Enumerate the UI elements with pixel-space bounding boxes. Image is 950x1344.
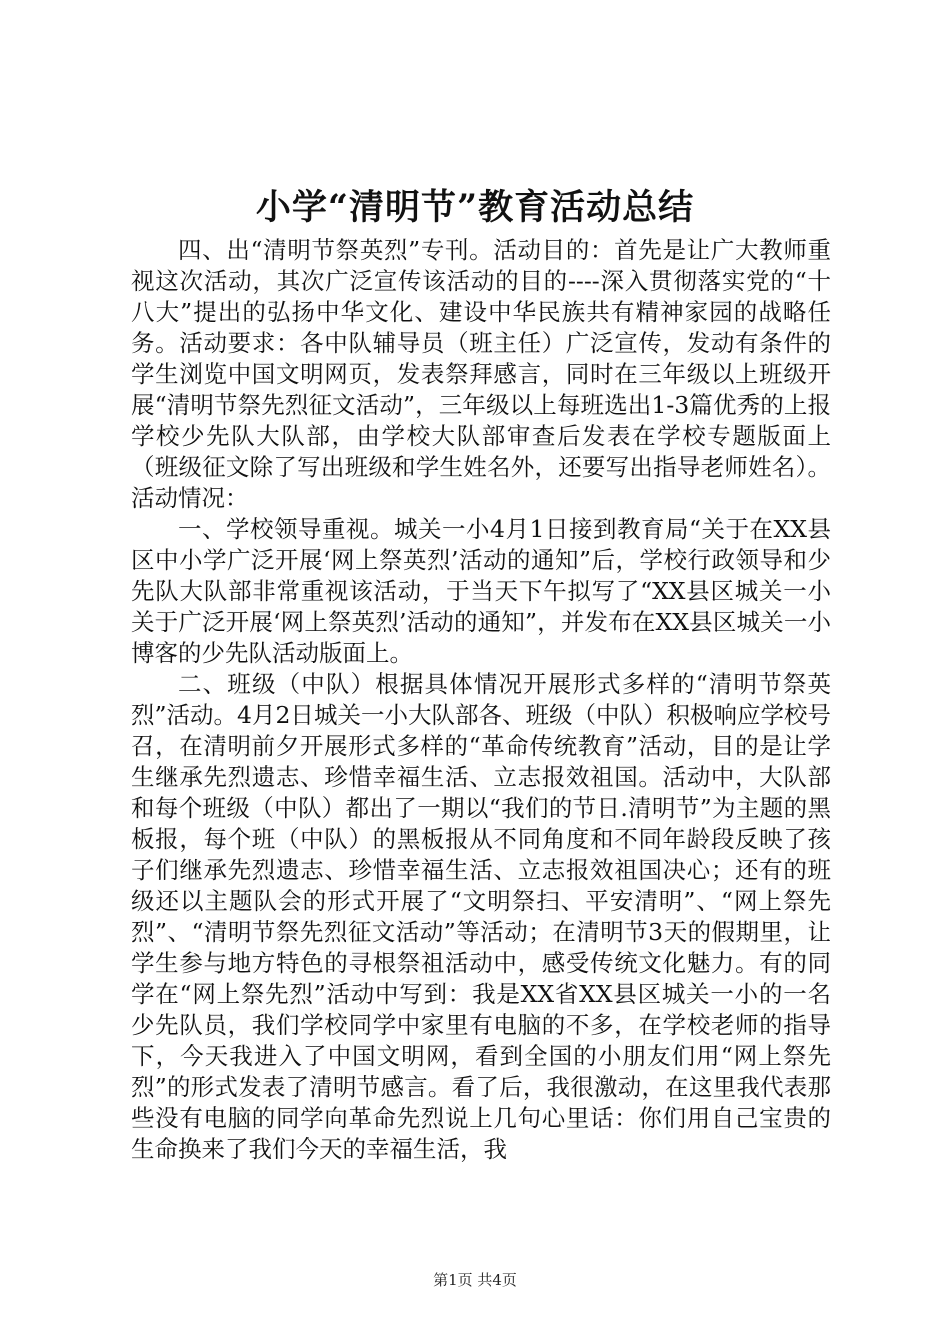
document-body bbox=[131, 235, 831, 1165]
paragraph: 一、学校领导重视。城关一小4月1日接到教育局“关于在XX县区中小学广泛开展‘网上祭英烈’活动的通知”后，学校行政领导和少先队大队部非常重视该活动，于当天下午拟写了“XX县区城关一小关于广泛开展‘网上祭英烈’活动的通知”，并发布在XX县区城关一小博客的少先队活动版面上。 bbox=[131, 515, 831, 667]
document-title: 小学“清明节”教育活动总结 bbox=[255, 187, 695, 228]
paragraph: 二、班级（中队）根据具体情况开展形式多样的“清明节祭英烈”活动。4月2日城关一小大队部各、班级（中队）积极响应学校号召，在清明前夕开展形式多样的“革命传统教育”活动，目的是让学生继承先烈遗志、珍惜幸福生活、立志报效祖国。活动中，大队部和每个班级（中队）都出了一期以“我们的节日.清明节”为主题的黑板报，每个班（中队）的黑板报从不同角度和不同年龄段反映了孩子们继承先烈遗志、珍惜幸福生活、立志报效祖国决心；还有的班级还以主题队会的形式开展了“文明祭扫、平安清明”、“网上祭先烈”、“清明节祭先烈征文活动”等活动；在清明节3天的假期里，让学生参与地方特色的寻根祭祖活动中，感受传统文化魅力。有的同学在“网上祭先烈”活动中写到：我是XX省XX县区城关一小的一名少先队员，我们学校同学中家里有电脑的不多，在学校老师的指导下，今天我进入了中国文明网，看到全国的小朋友们用“网上祭先烈”的形式发表了清明节感言。看了后，我很激动，在这里我代表那些没有电脑的同学向革命先烈说上几句心里话：你们用自己宝贵的生命换来了我们今天的幸福生活，我 bbox=[131, 670, 831, 1163]
page-number-footer: 第1页 共4页 bbox=[433, 1271, 517, 1289]
paragraph: 四、出“清明节祭英烈”专刊。活动目的：首先是让广大教师重视这次活动，其次广泛宣传该活动的目的----深入贯彻落实党的“十八大”提出的弘扬中华文化、建设中华民族共有精神家园的战略任务。活动要求：各中队辅导员（班主任）广泛宣传，发动有条件的学生浏览中国文明网页，发表祭拜感言，同时在三年级以上班级开展“清明节祭先烈征文活动”，三年级以上每班选出1-3篇优秀的上报学校少先队大队部，由学校大队部审查后发表在学校专题版面上（班级征文除了写出班级和学生姓名外，还要写出指导老师姓名）。活动情况： bbox=[131, 236, 831, 512]
